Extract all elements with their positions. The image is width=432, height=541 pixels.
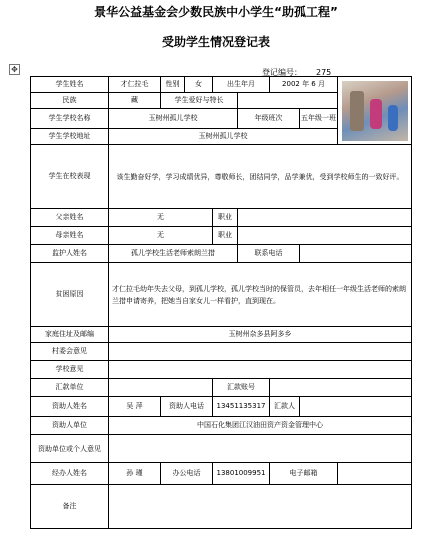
student-name-label: 学生姓名 [31,77,109,93]
registration-label: 登记编号： [262,68,302,77]
email-value[interactable] [338,463,412,485]
mother-job-label: 职业 [213,227,238,245]
father-job-value[interactable] [238,209,412,227]
school-name-value[interactable]: 玉树州孤儿学校 [109,109,238,129]
home-address-value[interactable]: 玉树州杂多县阿多乡 [109,327,412,343]
birth-value[interactable]: 2002 年 6 月 [270,77,338,93]
school-address-value[interactable]: 玉树州孤儿学校 [109,129,338,145]
grade-label: 年级班次 [238,109,300,129]
hobby-value[interactable] [238,93,338,109]
office-phone-label: 办公电话 [161,463,213,485]
email-label: 电子邮箱 [270,463,338,485]
donor-unit-value[interactable]: 中国石化集团江汉油田资产资金管理中心 [109,417,412,435]
donor-phone-label: 资助人电话 [161,397,213,417]
handler-name-value[interactable]: 孙 瑾 [109,463,161,485]
remitter-value[interactable] [300,397,412,417]
student-photo-cell [338,77,412,145]
guardian-phone-value[interactable] [300,245,412,263]
home-address-label: 家庭住址及邮编 [31,327,109,343]
sex-value[interactable]: 女 [185,77,213,93]
office-phone-value[interactable]: 13801009951 [213,463,270,485]
guardian-name-value[interactable]: 孤儿学校生活老师索朗兰措 [109,245,238,263]
remit-unit-value[interactable] [109,379,213,397]
registration-table [30,76,412,529]
hobby-label: 学生爱好与特长 [161,93,238,109]
poverty-reason-value[interactable]: 才仁拉毛幼年失去父母，到孤儿学校，孤儿学校当时的保管员，去年相任一年级生活老师的索朗兰措申请寄养，把她当自家女儿一样看护，直到现在。 [109,263,412,327]
student-photo [342,81,408,141]
remit-account-label: 汇款账号 [213,379,270,397]
table-move-handle-icon[interactable]: ✥ [9,64,20,75]
donor-name-label: 资助人姓名 [31,397,109,417]
form-title: 景华公益基金会少数民族中小学生“助孤工程” [94,5,338,19]
village-opinion-label: 村委会意见 [31,343,109,361]
handler-name-label: 经办人姓名 [31,463,109,485]
father-name-label: 父亲姓名 [31,209,109,227]
registration-value: 275 [316,68,332,77]
poverty-reason-label: 贫困原因 [31,263,109,327]
ethnic-label: 民族 [31,93,109,109]
village-opinion-value[interactable] [109,343,412,361]
sex-label: 性别 [161,77,185,93]
guardian-name-label: 监护人姓名 [31,245,109,263]
school-address-label: 学生学校地址 [31,129,109,145]
grade-value[interactable]: 五年级一班 [300,109,338,129]
school-opinion-value[interactable] [109,361,412,379]
guardian-phone-label: 联系电话 [238,245,300,263]
remit-account-value[interactable] [270,379,412,397]
school-name-label: 学生学校名称 [31,109,109,129]
birth-label: 出生年月 [213,77,270,93]
ethnic-value[interactable]: 藏 [109,93,161,109]
donor-name-value[interactable]: 吴 萍 [109,397,161,417]
mother-job-value[interactable] [238,227,412,245]
donor-unit-label: 资助人单位 [31,417,109,435]
remarks-value[interactable] [109,485,412,529]
form-subtitle: 受助学生情况登记表 [161,35,270,49]
performance-value[interactable]: 该生勤奋好学，学习成绩优异，尊敬师长，团结同学，品学兼优，受到学校师生的一致好评。 [109,145,412,209]
father-job-label: 职业 [213,209,238,227]
father-name-value[interactable]: 无 [109,209,213,227]
remarks-label: 备注 [31,485,109,529]
school-opinion-label: 学校意见 [31,361,109,379]
donor-phone-value[interactable]: 13451135317 [213,397,270,417]
mother-name-value[interactable]: 无 [109,227,213,245]
donor-opinion-value[interactable] [109,435,412,463]
mother-name-label: 母亲姓名 [31,227,109,245]
remitter-label: 汇款人 [270,397,300,417]
remit-unit-label: 汇款单位 [31,379,109,397]
performance-label: 学生在校表现 [31,145,109,209]
student-name-value[interactable]: 才仁拉毛 [109,77,161,93]
donor-opinion-label: 资助单位或个人意见 [31,435,109,463]
